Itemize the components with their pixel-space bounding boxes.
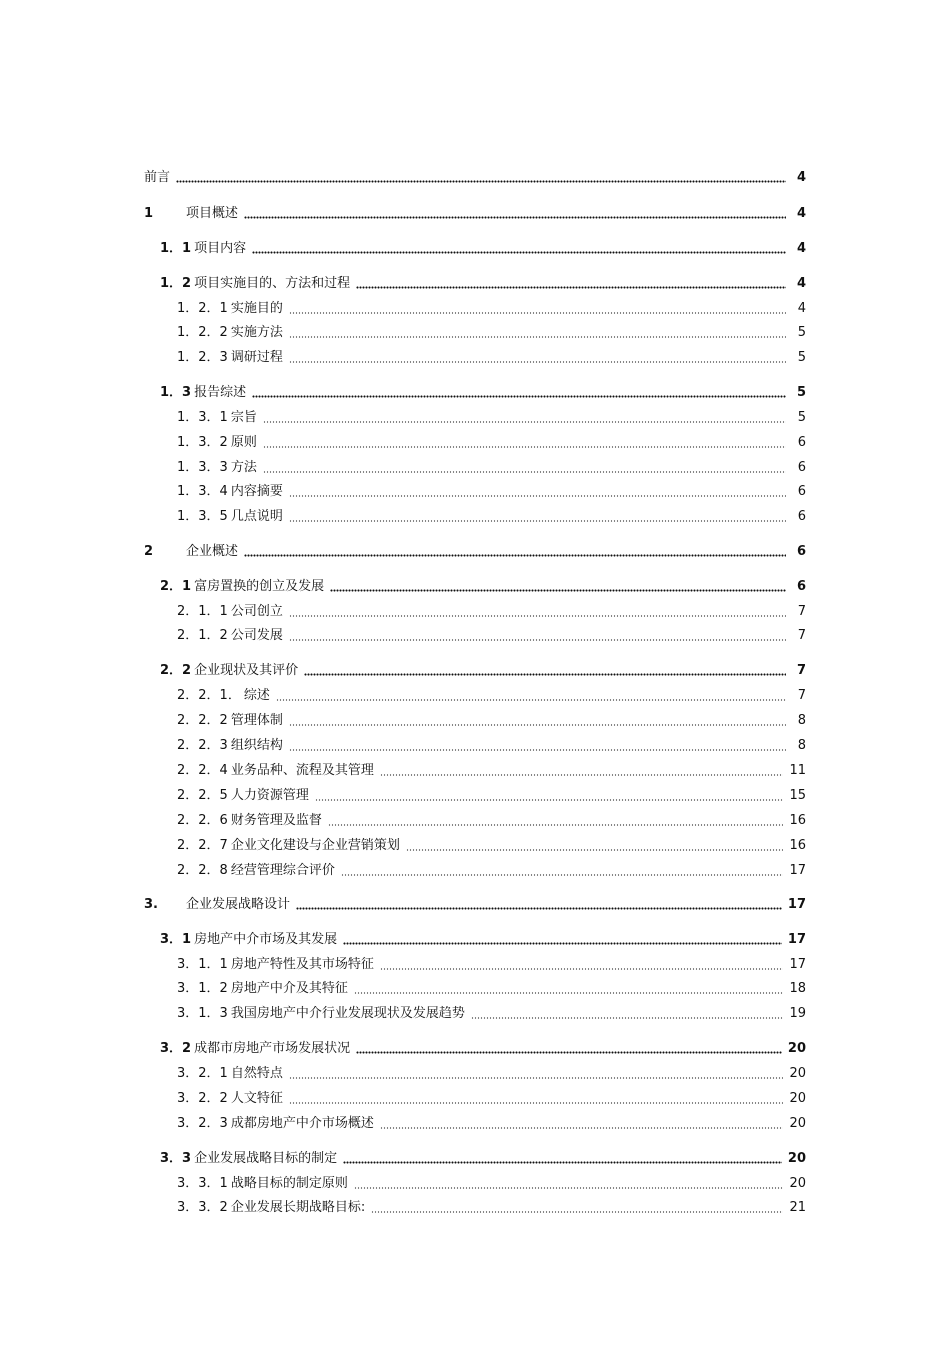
toc-entry-page: 16 bbox=[789, 838, 806, 853]
toc-entry[interactable] bbox=[144, 166, 806, 186]
toc-dot-leader bbox=[315, 799, 784, 801]
toc-dot-leader bbox=[471, 1017, 784, 1019]
toc-dot-leader bbox=[343, 942, 782, 945]
toc-dot-leader bbox=[244, 554, 786, 557]
toc-dot-leader bbox=[356, 1051, 782, 1054]
toc-entry[interactable] bbox=[177, 297, 806, 317]
toc-entry-number: 3．1．2 bbox=[177, 981, 228, 996]
toc-entry-number: 2．2 bbox=[160, 663, 192, 678]
toc-entry-page: 4 bbox=[796, 241, 806, 256]
toc-entry[interactable] bbox=[177, 431, 806, 451]
toc-entry-number: 1．3．1 bbox=[177, 410, 228, 425]
toc-entry-title: 战略目标的制定原则 bbox=[230, 1176, 348, 1191]
toc-entry-title: 成都房地产中介市场概述 bbox=[230, 1116, 374, 1131]
toc-dot-leader bbox=[289, 1077, 784, 1079]
toc-entry[interactable] bbox=[177, 1087, 806, 1107]
toc-dot-leader bbox=[406, 849, 784, 851]
toc-entry-page: 4 bbox=[797, 301, 806, 316]
toc-entry-title: 企业发展战略目标的制定 bbox=[194, 1151, 338, 1166]
toc-entry[interactable] bbox=[177, 456, 806, 476]
toc-entry-title: 房地产特性及其市场特征 bbox=[230, 957, 374, 972]
toc-entry[interactable] bbox=[177, 784, 806, 804]
toc-entry-page: 17 bbox=[787, 932, 806, 947]
toc-entry-number: 1．1 bbox=[160, 241, 192, 256]
toc-entry-page: 5 bbox=[797, 325, 806, 340]
toc-entry-number: 1．3．2 bbox=[177, 435, 228, 450]
toc-entry-page: 5 bbox=[797, 350, 806, 365]
toc-entry-page: 6 bbox=[796, 579, 806, 594]
toc-entry-number: 2．2．8 bbox=[177, 863, 228, 878]
toc-dot-leader bbox=[263, 446, 786, 448]
toc-entry[interactable] bbox=[177, 406, 806, 426]
toc-entry[interactable] bbox=[177, 321, 806, 341]
toc-entry-title: 管理体制 bbox=[230, 713, 283, 728]
toc-entry-page: 6 bbox=[797, 484, 806, 499]
toc-entry-number: 2．1 bbox=[160, 579, 192, 594]
toc-entry[interactable] bbox=[177, 953, 806, 973]
toc-entry-number: 1 bbox=[144, 206, 154, 221]
toc-entry-page: 6 bbox=[796, 544, 806, 559]
toc-dot-leader bbox=[289, 615, 786, 617]
toc-entry-page: 18 bbox=[789, 981, 806, 996]
toc-entry-page: 17 bbox=[787, 897, 806, 912]
toc-entry[interactable] bbox=[177, 809, 806, 829]
toc-entry-title: 富房置换的创立及发展 bbox=[194, 579, 325, 594]
toc-entry-page: 7 bbox=[796, 663, 806, 678]
toc-entry-number: 2．2．5 bbox=[177, 788, 228, 803]
toc-entry-number: 1．3 bbox=[160, 385, 192, 400]
toc-dot-leader bbox=[289, 361, 786, 363]
toc-entry-title: 经营管理综合评价 bbox=[230, 863, 335, 878]
toc-entry-page: 16 bbox=[789, 813, 806, 828]
toc-dot-leader bbox=[176, 180, 786, 183]
toc-entry-number: 3．2．1 bbox=[177, 1066, 228, 1081]
toc-entry[interactable] bbox=[177, 859, 806, 879]
toc-entry[interactable] bbox=[177, 1002, 806, 1022]
toc-entry-title: 项目内容 bbox=[194, 241, 247, 256]
toc-entry-title: 企业文化建设与企业营销策划 bbox=[230, 838, 400, 853]
toc-entry[interactable] bbox=[160, 272, 806, 292]
toc-entry[interactable] bbox=[160, 659, 806, 679]
toc-entry[interactable] bbox=[177, 1196, 806, 1216]
toc-entry-number: 3．2 bbox=[160, 1041, 192, 1056]
toc-entry-number: 1．3．3 bbox=[177, 460, 228, 475]
toc-entry-title: 实施方法 bbox=[230, 325, 283, 340]
toc-entry-title: 调研过程 bbox=[230, 350, 283, 365]
toc-entry-title: 企业现状及其评价 bbox=[194, 663, 299, 678]
toc-dot-leader bbox=[289, 336, 786, 338]
toc-dot-leader bbox=[289, 724, 786, 726]
toc-entry-page: 21 bbox=[789, 1200, 806, 1215]
toc-entry[interactable] bbox=[177, 1172, 806, 1192]
toc-entry-number: 3．2．2 bbox=[177, 1091, 228, 1106]
toc-dot-leader bbox=[276, 699, 786, 701]
toc-entry-number: 2．2．7 bbox=[177, 838, 228, 853]
toc-dot-leader bbox=[244, 216, 786, 219]
toc-dot-leader bbox=[354, 992, 784, 994]
toc-dot-leader bbox=[289, 520, 786, 522]
toc-entry-title: 宗旨 bbox=[230, 410, 257, 425]
toc-entry-page: 8 bbox=[797, 713, 806, 728]
toc-entry-title: 项目实施目的、方法和过程 bbox=[194, 276, 351, 291]
toc-dot-leader bbox=[252, 395, 786, 398]
toc-entry-number: 2．1．1 bbox=[177, 604, 228, 619]
toc-entry-title: 实施目的 bbox=[230, 301, 283, 316]
toc-entry[interactable] bbox=[160, 237, 806, 257]
toc-entry-number: 1．3．5 bbox=[177, 509, 228, 524]
toc-entry-page: 7 bbox=[797, 688, 806, 703]
toc-entry-title: 成都市房地产市场发展状况 bbox=[194, 1041, 351, 1056]
toc-entry-page: 20 bbox=[787, 1041, 806, 1056]
toc-entry[interactable] bbox=[177, 709, 806, 729]
toc-entry-title: 公司发展 bbox=[230, 628, 283, 643]
toc-dot-leader bbox=[330, 589, 786, 592]
toc-entry-title: 几点说明 bbox=[230, 509, 283, 524]
toc-entry-title: 内容摘要 bbox=[230, 484, 283, 499]
toc-entry-page: 20 bbox=[787, 1151, 806, 1166]
toc-entry-number: 3．1．1 bbox=[177, 957, 228, 972]
toc-entry[interactable] bbox=[160, 381, 806, 401]
toc-entry-title: 原则 bbox=[230, 435, 257, 450]
toc-entry-page: 20 bbox=[789, 1116, 806, 1131]
toc-entry-title: 公司创立 bbox=[230, 604, 283, 619]
toc-entry[interactable] bbox=[177, 734, 806, 754]
toc-entry-page: 20 bbox=[789, 1176, 806, 1191]
toc-entry[interactable] bbox=[144, 202, 806, 222]
toc-entry-page: 5 bbox=[796, 385, 806, 400]
toc-entry-number: 2．2．6 bbox=[177, 813, 228, 828]
toc-entry-number: 2 bbox=[144, 544, 154, 559]
toc-entry-number: 2．2．1． bbox=[177, 688, 241, 703]
toc-dot-leader bbox=[263, 421, 786, 423]
toc-entry-page: 17 bbox=[789, 863, 806, 878]
toc-entry-title: 项目概述 bbox=[186, 206, 239, 221]
toc-entry-number: 1．2．1 bbox=[177, 301, 228, 316]
toc-entry-page: 17 bbox=[789, 957, 806, 972]
toc-entry-number: 2．1．2 bbox=[177, 628, 228, 643]
toc-entry-title: 企业发展长期战略目标: bbox=[230, 1200, 366, 1215]
toc-entry-number: 1．2．3 bbox=[177, 350, 228, 365]
toc-dot-leader bbox=[343, 1161, 782, 1164]
toc-entry-title: 方法 bbox=[230, 460, 257, 475]
toc-entry-title: 我国房地产中介行业发展现状及发展趋势 bbox=[230, 1006, 465, 1021]
toc-entry-number: 3．2．3 bbox=[177, 1116, 228, 1131]
toc-entry[interactable] bbox=[160, 1037, 806, 1057]
toc-entry[interactable] bbox=[177, 624, 806, 644]
toc-entry-page: 20 bbox=[789, 1066, 806, 1081]
toc-entry[interactable] bbox=[160, 575, 806, 595]
toc-entry-title: 财务管理及监督 bbox=[230, 813, 322, 828]
toc-entry[interactable] bbox=[177, 759, 806, 779]
toc-entry-page: 19 bbox=[789, 1006, 806, 1021]
toc-dot-leader bbox=[289, 1102, 784, 1104]
toc-entry-title: 报告综述 bbox=[194, 385, 247, 400]
toc-dot-leader bbox=[341, 874, 784, 876]
toc-dot-leader bbox=[296, 907, 782, 910]
toc-entry[interactable] bbox=[177, 1062, 806, 1082]
toc-entry-number: 2．2．4 bbox=[177, 763, 228, 778]
toc-entry-title: 组织结构 bbox=[230, 738, 283, 753]
toc-dot-leader bbox=[371, 1211, 783, 1213]
toc-entry[interactable] bbox=[144, 540, 806, 560]
toc-dot-leader bbox=[380, 1127, 784, 1129]
toc-entry-page: 5 bbox=[797, 410, 806, 425]
toc-entry[interactable] bbox=[177, 480, 806, 500]
toc-dot-leader bbox=[328, 824, 784, 826]
toc-entry[interactable] bbox=[144, 893, 806, 913]
toc-dot-leader bbox=[289, 495, 786, 497]
toc-entry-title: 人文特征 bbox=[230, 1091, 283, 1106]
toc-dot-leader bbox=[304, 673, 786, 676]
toc-entry-number: 2．2．3 bbox=[177, 738, 228, 753]
toc-entry-title: 前言 bbox=[144, 170, 171, 185]
toc-entry[interactable] bbox=[177, 600, 806, 620]
toc-entry[interactable] bbox=[160, 928, 806, 948]
toc-entry-number: 3．3 bbox=[160, 1151, 192, 1166]
toc-entry-title: 房地产中介市场及其发展 bbox=[194, 932, 338, 947]
toc-entry[interactable] bbox=[177, 346, 806, 366]
toc-entry-number: 1．2．2 bbox=[177, 325, 228, 340]
toc-dot-leader bbox=[380, 968, 784, 970]
toc-entry-title: 人力资源管理 bbox=[230, 788, 309, 803]
toc-dot-leader bbox=[263, 471, 786, 473]
toc-entry-title: 企业概述 bbox=[186, 544, 239, 559]
toc-entry-page: 4 bbox=[796, 276, 806, 291]
toc-entry-number: 2．2．2 bbox=[177, 713, 228, 728]
toc-entry-page: 8 bbox=[797, 738, 806, 753]
toc-entry-page: 4 bbox=[796, 170, 806, 185]
toc-entry-number: 3．1 bbox=[160, 932, 192, 947]
toc-dot-leader bbox=[354, 1187, 784, 1189]
toc-entry-page: 20 bbox=[789, 1091, 806, 1106]
toc-entry-page: 6 bbox=[797, 460, 806, 475]
toc-entry-number: 1．3．4 bbox=[177, 484, 228, 499]
toc-entry[interactable] bbox=[177, 684, 806, 704]
toc-entry-title: 自然特点 bbox=[230, 1066, 283, 1081]
toc-entry[interactable] bbox=[177, 1112, 806, 1132]
toc-entry-page: 7 bbox=[797, 628, 806, 643]
toc-entry-number: 3. bbox=[144, 897, 158, 912]
toc-entry-title: 综述 bbox=[243, 688, 270, 703]
toc-dot-leader bbox=[252, 251, 786, 254]
toc-entry[interactable] bbox=[177, 834, 806, 854]
toc-dot-leader bbox=[289, 312, 786, 314]
toc-entry[interactable] bbox=[160, 1147, 806, 1167]
toc-entry-page: 15 bbox=[789, 788, 806, 803]
toc-entry[interactable] bbox=[177, 977, 806, 997]
toc-entry-page: 11 bbox=[789, 763, 806, 778]
toc-entry-number: 3．3．1 bbox=[177, 1176, 228, 1191]
toc-entry-page: 6 bbox=[797, 435, 806, 450]
toc-entry-page: 7 bbox=[797, 604, 806, 619]
toc-entry-title: 业务品种、流程及其管理 bbox=[230, 763, 374, 778]
toc-entry-number: 3．3．2 bbox=[177, 1200, 228, 1215]
toc-entry[interactable] bbox=[177, 505, 806, 525]
toc-dot-leader bbox=[289, 749, 786, 751]
toc-dot-leader bbox=[380, 774, 784, 776]
toc-dot-leader bbox=[289, 639, 786, 641]
toc-entry-number: 1．2 bbox=[160, 276, 192, 291]
toc-dot-leader bbox=[356, 286, 786, 289]
toc-entry-number: 3．1．3 bbox=[177, 1006, 228, 1021]
toc-entry-page: 4 bbox=[796, 206, 806, 221]
toc-entry-title: 房地产中介及其特征 bbox=[230, 981, 348, 996]
toc-entry-page: 6 bbox=[797, 509, 806, 524]
toc-entry-title: 企业发展战略设计 bbox=[186, 897, 291, 912]
